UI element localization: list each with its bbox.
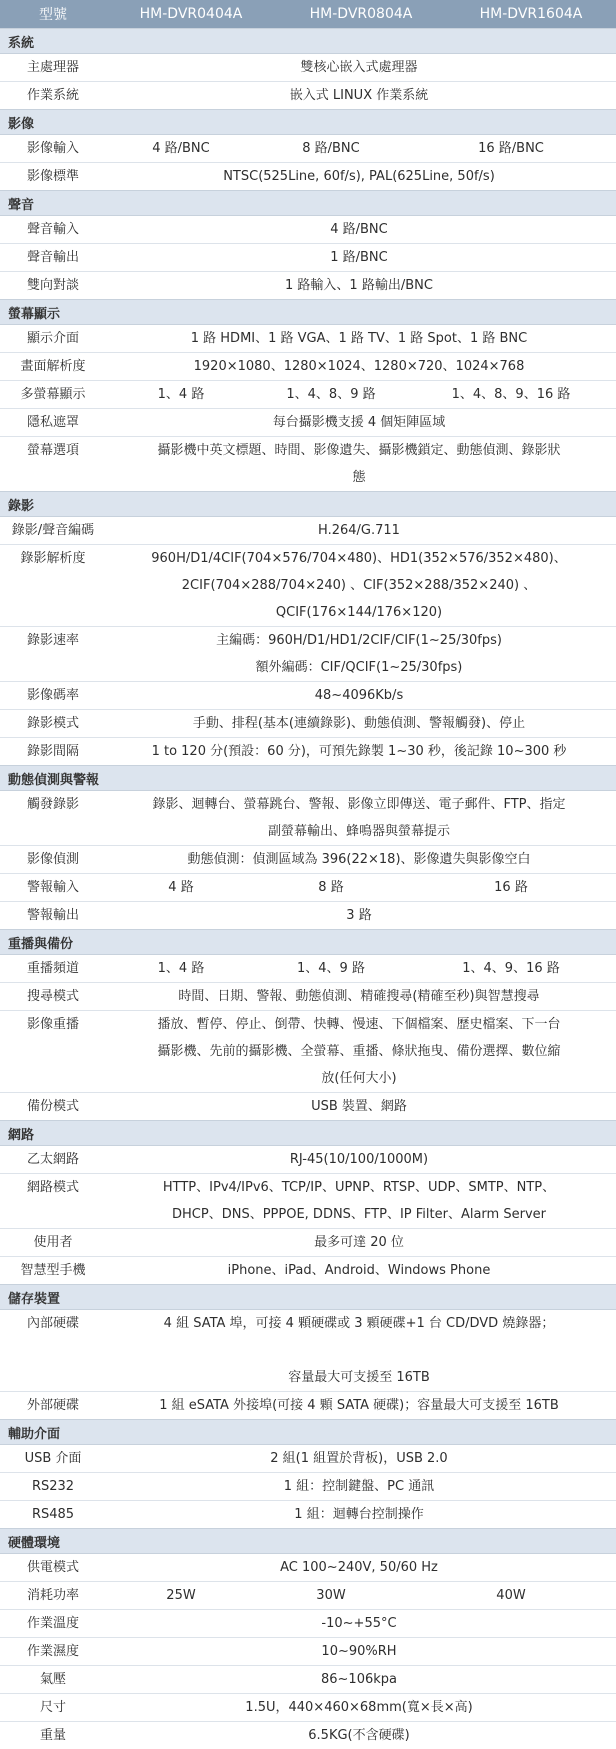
spec-label: 影像偵測	[26, 852, 79, 867]
spec-model-value: 16 路	[494, 880, 528, 895]
spec-model-value: 16 路/BNC	[478, 141, 544, 156]
spec-value-line: iPhone、iPad、Android、Windows Phone	[227, 1263, 491, 1278]
spec-value-line: 主編碼：960H/D1/HD1/2CIF/CIF(1~25/30fps)	[216, 633, 502, 648]
spec-value-line: 容量最大可支援至 16TB	[288, 1370, 430, 1385]
spec-value	[106, 627, 616, 681]
spec-label: 消耗功率	[26, 1588, 79, 1603]
spec-value-line: 動態偵測：偵測區域為 396(22×18)、影像遺失與影像空白	[187, 852, 531, 867]
spec-value	[106, 738, 616, 765]
spec-label: 供電模式	[26, 1560, 79, 1575]
spec-row	[0, 1229, 616, 1256]
spec-value-line: 最多可達 20 位	[314, 1235, 404, 1250]
spec-value-line: 4 路/BNC	[330, 222, 388, 237]
header-model-label: 型號	[39, 7, 67, 23]
spec-value	[106, 682, 616, 709]
spec-row	[0, 135, 616, 162]
spec-row	[0, 627, 616, 681]
spec-row	[0, 353, 616, 380]
spec-row	[0, 545, 616, 626]
table-body	[0, 28, 616, 1749]
spec-value-line: 1 組 eSATA 外接埠(可接 4 顆 SATA 硬碟)；容量最大可支援至 16TB	[159, 1398, 559, 1413]
spec-value-line: 放(任何大小)	[321, 1071, 397, 1086]
spec-label: 搜尋模式	[26, 989, 79, 1004]
spec-value-line: 86~106kpa	[321, 1672, 397, 1687]
spec-label: 錄影速率	[26, 633, 79, 648]
spec-row	[0, 272, 616, 299]
spec-row	[0, 1011, 616, 1092]
spec-label: 影像輸入	[26, 141, 79, 156]
spec-row	[0, 1501, 616, 1528]
spec-row	[0, 1473, 616, 1500]
spec-value-line: 1920×1080、1280×1024、1280×720、1024×768	[193, 359, 525, 374]
spec-row	[0, 437, 616, 491]
spec-row	[0, 738, 616, 765]
spec-value-line: 攝影機中英文標題、時間、影像遺失、攝影機鎖定、動態偵測、錄影狀	[157, 443, 561, 458]
spec-label: 尺寸	[39, 1700, 66, 1715]
spec-value	[106, 437, 616, 491]
spec-value-line: 10~90%RH	[321, 1644, 397, 1659]
spec-value	[106, 545, 616, 626]
spec-label: 錄影/聲音編碼	[11, 523, 95, 538]
spec-value	[106, 409, 616, 436]
spec-row	[0, 1638, 616, 1665]
spec-value	[106, 1666, 616, 1693]
table-header	[0, 0, 616, 28]
spec-value-line: 錄影、迴轉台、螢幕跳台、警報、影像立即傳送、電子郵件、FTP、指定	[152, 797, 566, 812]
spec-label: 聲音輸入	[26, 222, 79, 237]
spec-label: 影像重播	[26, 1017, 79, 1032]
spec-value-line: 1 組：控制鍵盤、PC 通訊	[283, 1479, 435, 1494]
section-heading: 輔助介面	[0, 1419, 616, 1445]
spec-value-line: 1.5U，440×460×68mm(寬×長×高)	[245, 1700, 473, 1715]
spec-value	[106, 1146, 616, 1173]
spec-row	[0, 874, 616, 901]
spec-label: 隱私遮罩	[26, 415, 79, 430]
spec-value	[106, 1445, 616, 1472]
spec-value-line: DHCP、DNS、PPPOE, DDNS、FTP、IP Filter、Alarm Server	[172, 1207, 546, 1222]
spec-value	[106, 710, 616, 737]
spec-row	[0, 791, 616, 845]
spec-value	[106, 1310, 616, 1391]
spec-value	[106, 272, 616, 299]
spec-value	[106, 1093, 616, 1120]
spec-value	[106, 791, 616, 845]
spec-value	[106, 902, 616, 929]
spec-model-value: 1、4、8、9、16 路	[451, 387, 571, 402]
spec-label: 重量	[39, 1728, 66, 1743]
spec-row	[0, 1582, 616, 1609]
spec-row	[0, 381, 616, 408]
spec-value	[106, 244, 616, 271]
spec-row	[0, 82, 616, 109]
spec-value	[106, 1638, 616, 1665]
section-heading: 聲音	[0, 190, 616, 216]
spec-value-line: 額外編碼：CIF/QCIF(1~25/30fps)	[255, 660, 463, 675]
spec-label: 錄影模式	[26, 716, 79, 731]
spec-label: 錄影解析度	[20, 551, 86, 566]
spec-value-line: 雙核心嵌入式處理器	[300, 60, 418, 75]
spec-label: 內部硬碟	[26, 1316, 79, 1331]
spec-value-line: 1 組：迴轉台控制操作	[294, 1507, 424, 1522]
spec-value-line: 1 路/BNC	[330, 250, 388, 265]
spec-row	[0, 1722, 616, 1749]
spec-value-line: 時間、日期、警報、動態偵測、精確搜尋(精確至秒)與智慧搜尋	[178, 989, 540, 1004]
spec-model-value: 4 路	[168, 880, 194, 895]
spec-row	[0, 1610, 616, 1637]
spec-value-line: -10~+55°C	[321, 1616, 397, 1631]
spec-value-line: 1 路輸入、1 路輸出/BNC	[285, 278, 433, 293]
spec-model-value: 1、4 路	[157, 961, 205, 976]
spec-value-line: 4 組 SATA 埠，可接 4 顆硬碟或 3 顆硬碟+1 台 CD/DVD 燒錄器；	[163, 1316, 555, 1331]
section-heading: 網路	[0, 1120, 616, 1146]
spec-label: 錄影間隔	[26, 744, 79, 759]
spec-value-line: 6.5KG(不含硬碟)	[308, 1728, 410, 1743]
spec-label: RS485	[31, 1507, 75, 1522]
spec-value-line: QCIF(176×144/176×120)	[275, 605, 443, 620]
spec-row	[0, 983, 616, 1010]
spec-row	[0, 54, 616, 81]
spec-label: 使用者	[33, 1235, 73, 1250]
spec-value-line: RJ-45(10/100/1000M)	[289, 1152, 429, 1167]
spec-value	[106, 1174, 616, 1228]
spec-value-line: HTTP、IPv4/IPv6、TCP/IP、UPNP、RTSP、UDP、SMTP、NTP、	[162, 1180, 556, 1195]
spec-row	[0, 163, 616, 190]
spec-model-value: 8 路/BNC	[302, 141, 360, 156]
spec-value-line: 攝影機、先前的攝影機、全螢幕、重播、條狀拖曳、備份選擇、數位縮	[157, 1044, 561, 1059]
spec-value	[106, 325, 616, 352]
spec-value	[106, 82, 616, 109]
spec-row	[0, 955, 616, 982]
spec-label: 觸發錄影	[26, 797, 79, 812]
spec-value	[106, 1501, 616, 1528]
spec-value-line: 1 to 120 分(預設：60 分)，可預先錄製 1~30 秒，後記錄 10~300 秒	[151, 744, 567, 759]
spec-value	[106, 983, 616, 1010]
spec-label: 顯示介面	[26, 331, 79, 346]
spec-value-line: 每台攝影機支援 4 個矩陣區域	[272, 415, 446, 430]
spec-row	[0, 325, 616, 352]
spec-label: 外部硬碟	[26, 1398, 79, 1413]
spec-value	[106, 1229, 616, 1256]
spec-value-line: 嵌入式 LINUX 作業系統	[289, 88, 429, 103]
spec-label: USB 介面	[24, 1451, 82, 1466]
spec-value	[106, 1722, 616, 1749]
spec-row	[0, 1392, 616, 1419]
spec-label: 雙向對談	[26, 278, 79, 293]
spec-label: 畫面解析度	[20, 359, 86, 374]
spec-label: 多螢幕顯示	[20, 387, 86, 402]
spec-model-value: 1、4、8、9 路	[286, 387, 376, 402]
spec-label: 智慧型手機	[20, 1263, 86, 1278]
spec-model-value: 30W	[316, 1588, 346, 1603]
section-heading: 動態偵測與警報	[0, 765, 616, 791]
spec-value-line: H.264/G.711	[318, 523, 400, 538]
spec-value-line: 960H/D1/4CIF(704×576/704×480)、HD1(352×576/352×480)、	[151, 551, 567, 566]
spec-label: 影像碼率	[26, 688, 79, 703]
spec-value	[106, 1610, 616, 1637]
spec-model-value: 1、4、9、16 路	[462, 961, 560, 976]
spec-model-value: 40W	[496, 1588, 526, 1603]
spec-label: 螢幕選項	[26, 443, 79, 458]
spec-value	[106, 846, 616, 873]
spec-row	[0, 710, 616, 737]
section-heading: 錄影	[0, 491, 616, 517]
spec-model-value: 25W	[166, 1588, 196, 1603]
spec-label: 乙太網路	[26, 1152, 79, 1167]
spec-value	[106, 163, 616, 190]
spec-row	[0, 1174, 616, 1228]
spec-value-line: 態	[352, 470, 366, 485]
spec-model-value: 8 路	[318, 880, 344, 895]
spec-row	[0, 902, 616, 929]
section-heading: 儲存裝置	[0, 1284, 616, 1310]
spec-row	[0, 1257, 616, 1284]
section-heading: 影像	[0, 109, 616, 135]
spec-value	[106, 353, 616, 380]
spec-label: 氣壓	[39, 1672, 66, 1687]
spec-value-line	[106, 1337, 612, 1364]
spec-label: RS232	[31, 1479, 75, 1494]
spec-value	[106, 54, 616, 81]
spec-label: 備份模式	[26, 1099, 79, 1114]
spec-label: 警報輸出	[26, 908, 79, 923]
spec-value-line: 3 路	[346, 908, 372, 923]
spec-row	[0, 846, 616, 873]
spec-row	[0, 216, 616, 243]
spec-label: 重播頻道	[26, 961, 79, 976]
spec-row	[0, 1310, 616, 1391]
spec-value-line: 播放、暫停、停止、倒帶、快轉、慢速、下個檔案、歷史檔案、下一台	[157, 1017, 561, 1032]
spec-value-line: NTSC(525Line, 60f/s), PAL(625Line, 50f/s)	[223, 169, 495, 184]
section-heading: 螢幕顯示	[0, 299, 616, 325]
spec-value	[106, 1554, 616, 1581]
spec-value-line: 2 組(1 組置於背板)，USB 2.0	[270, 1451, 448, 1466]
spec-model-value: 4 路/BNC	[152, 141, 210, 156]
spec-row	[0, 1666, 616, 1693]
spec-value	[106, 1473, 616, 1500]
spec-row	[0, 1093, 616, 1120]
spec-row	[0, 1445, 616, 1472]
spec-value-line: USB 裝置、網路	[311, 1099, 407, 1114]
spec-model-value: 1、4 路	[157, 387, 205, 402]
spec-label: 作業系統	[26, 88, 79, 103]
spec-value	[106, 1257, 616, 1284]
spec-value-line: 2CIF(704×288/704×240) 、CIF(352×288/352×240) 、	[181, 578, 537, 593]
spec-row	[0, 517, 616, 544]
spec-row	[0, 1694, 616, 1721]
header-model-0804: HM-DVR0804A	[309, 6, 413, 22]
spec-value-line: 手動、排程(基本(連續錄影)、動態偵測、警報觸發)、停止	[192, 716, 526, 731]
section-heading: 重播與備份	[0, 929, 616, 955]
spec-label: 聲音輸出	[26, 250, 79, 265]
spec-value-line: 1 路 HDMI、1 路 VGA、1 路 TV、1 路 Spot、1 路 BNC	[190, 331, 528, 346]
spec-label: 影像標準	[26, 169, 79, 184]
spec-value-line: AC 100~240V, 50/60 Hz	[280, 1560, 438, 1575]
spec-label: 主處理器	[26, 60, 79, 75]
spec-value	[106, 1694, 616, 1721]
spec-value-line: 48~4096Kb/s	[314, 688, 404, 703]
spec-value	[106, 517, 616, 544]
spec-row	[0, 682, 616, 709]
spec-label: 作業濕度	[26, 1644, 79, 1659]
spec-label: 網路模式	[26, 1180, 79, 1195]
spec-value-line: 副螢幕輸出、蜂鳴器與螢幕提示	[267, 824, 450, 839]
spec-model-value: 1、4、9 路	[297, 961, 365, 976]
spec-row	[0, 409, 616, 436]
header-model-0404: HM-DVR0404A	[139, 6, 243, 22]
spec-value	[106, 1011, 616, 1092]
section-heading: 硬體環境	[0, 1528, 616, 1554]
spec-label: 警報輸入	[26, 880, 79, 895]
spec-row	[0, 244, 616, 271]
spec-row	[0, 1146, 616, 1173]
spec-row	[0, 1554, 616, 1581]
spec-value	[106, 1392, 616, 1419]
spec-value	[106, 216, 616, 243]
spec-label: 作業溫度	[26, 1616, 79, 1631]
header-model-1604: HM-DVR1604A	[479, 6, 583, 22]
section-heading: 系統	[0, 28, 616, 54]
